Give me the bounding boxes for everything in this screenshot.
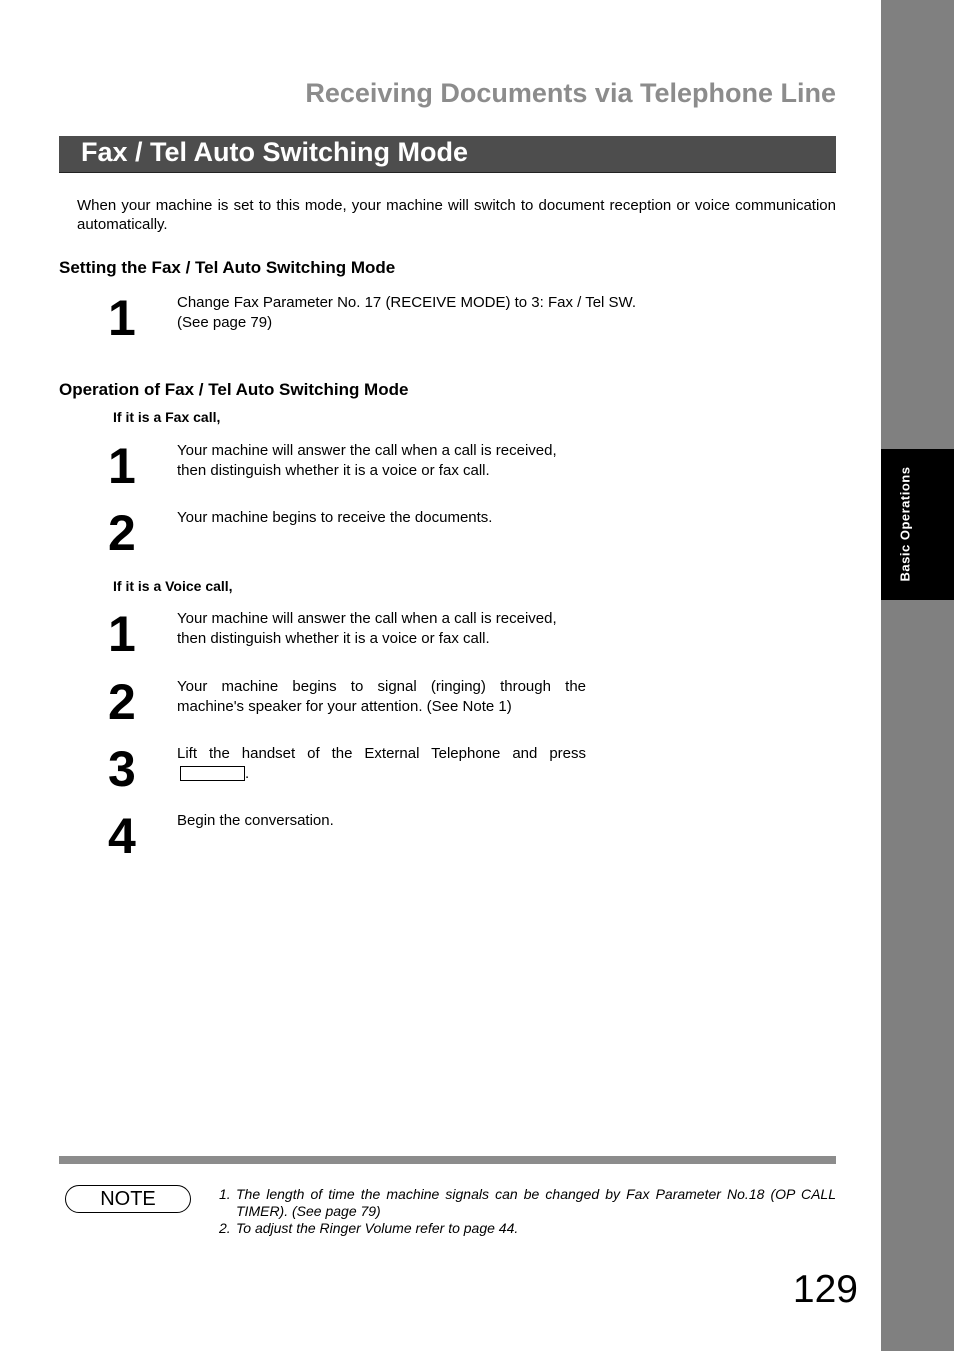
step-line: Change Fax Parameter No. 17 (RECEIVE MODE) to 3: Fax / Tel SW.: [177, 294, 637, 311]
setting-heading: Setting the Fax / Tel Auto Switching Mode: [59, 258, 396, 277]
voice-step-1-text: [177, 609, 557, 648]
page-number: 129: [792, 1268, 858, 1311]
fax-step-2-text: [177, 508, 492, 528]
note-item-number: 2.: [219, 1220, 231, 1236]
note-item-text: The length of time the machine signals can be changed by Fax Parameter No.18 (OP CALL TIMER). (See page 79): [236, 1186, 836, 1219]
operation-heading: Operation of Fax / Tel Auto Switching Mode: [59, 380, 409, 399]
step-line: Your machine will answer the call when a call is received,: [177, 442, 557, 459]
voice-step-3-number: 3: [108, 741, 136, 797]
voice-step-1-number: 1: [108, 606, 136, 662]
step-line-with-key: [177, 764, 586, 784]
fax-step-1-text: [177, 441, 557, 480]
voice-step-2-text: [177, 677, 586, 716]
fax-step-1-number: 1: [108, 438, 136, 494]
step-line: Begin the conversation.: [177, 812, 334, 829]
fax-call-label: If it is a Fax call,: [113, 409, 221, 425]
step-line: Your machine begins to receive the documents.: [177, 509, 493, 526]
step-line: machine's speaker for your attention. (See Note 1): [177, 697, 512, 715]
chapter-tab-label: Basic Operations: [897, 466, 913, 582]
setting-step-text: [177, 293, 636, 332]
note-item: [219, 1220, 836, 1237]
page-title: Fax / Tel Auto Switching Mode: [81, 137, 469, 167]
note-list: [219, 1186, 836, 1237]
step-line: then distinguish whether it is a voice or fax call.: [177, 461, 490, 479]
section-header: Receiving Documents via Telephone Line: [305, 78, 836, 108]
voice-step-2-number: 2: [108, 674, 136, 730]
voice-step-4-number: 4: [108, 808, 136, 864]
title-bar: [59, 136, 836, 173]
step-line: Lift the handset of the External Telephone and press: [177, 745, 586, 762]
talk-key-box: [180, 766, 245, 781]
voice-call-label: If it is a Voice call,: [113, 578, 233, 594]
chapter-tab: [881, 449, 954, 600]
voice-step-3-text: [177, 744, 586, 783]
fax-step-2-number: 2: [108, 505, 136, 561]
note-item-number: 1.: [219, 1186, 231, 1202]
step-line: Your machine will answer the call when a call is received,: [177, 610, 557, 627]
note-item-text: To adjust the Ringer Volume refer to page 44.: [236, 1220, 519, 1236]
intro-paragraph: When your machine is set to this mode, your machine will switch to document reception or voice communication automatically.: [77, 197, 836, 233]
step-line: then distinguish whether it is a voice or fax call.: [177, 629, 490, 647]
voice-step-4-text: [177, 811, 334, 831]
setting-step-number: 1: [108, 290, 136, 346]
step-line: (See page 79): [177, 313, 273, 331]
note-item: [219, 1186, 836, 1220]
note-divider: [59, 1156, 836, 1164]
step-line-end: .: [245, 764, 250, 782]
note-label: NOTE: [65, 1185, 191, 1213]
step-line: Your machine begins to signal (ringing) through the: [177, 678, 586, 695]
side-margin-bar: [881, 0, 954, 1351]
